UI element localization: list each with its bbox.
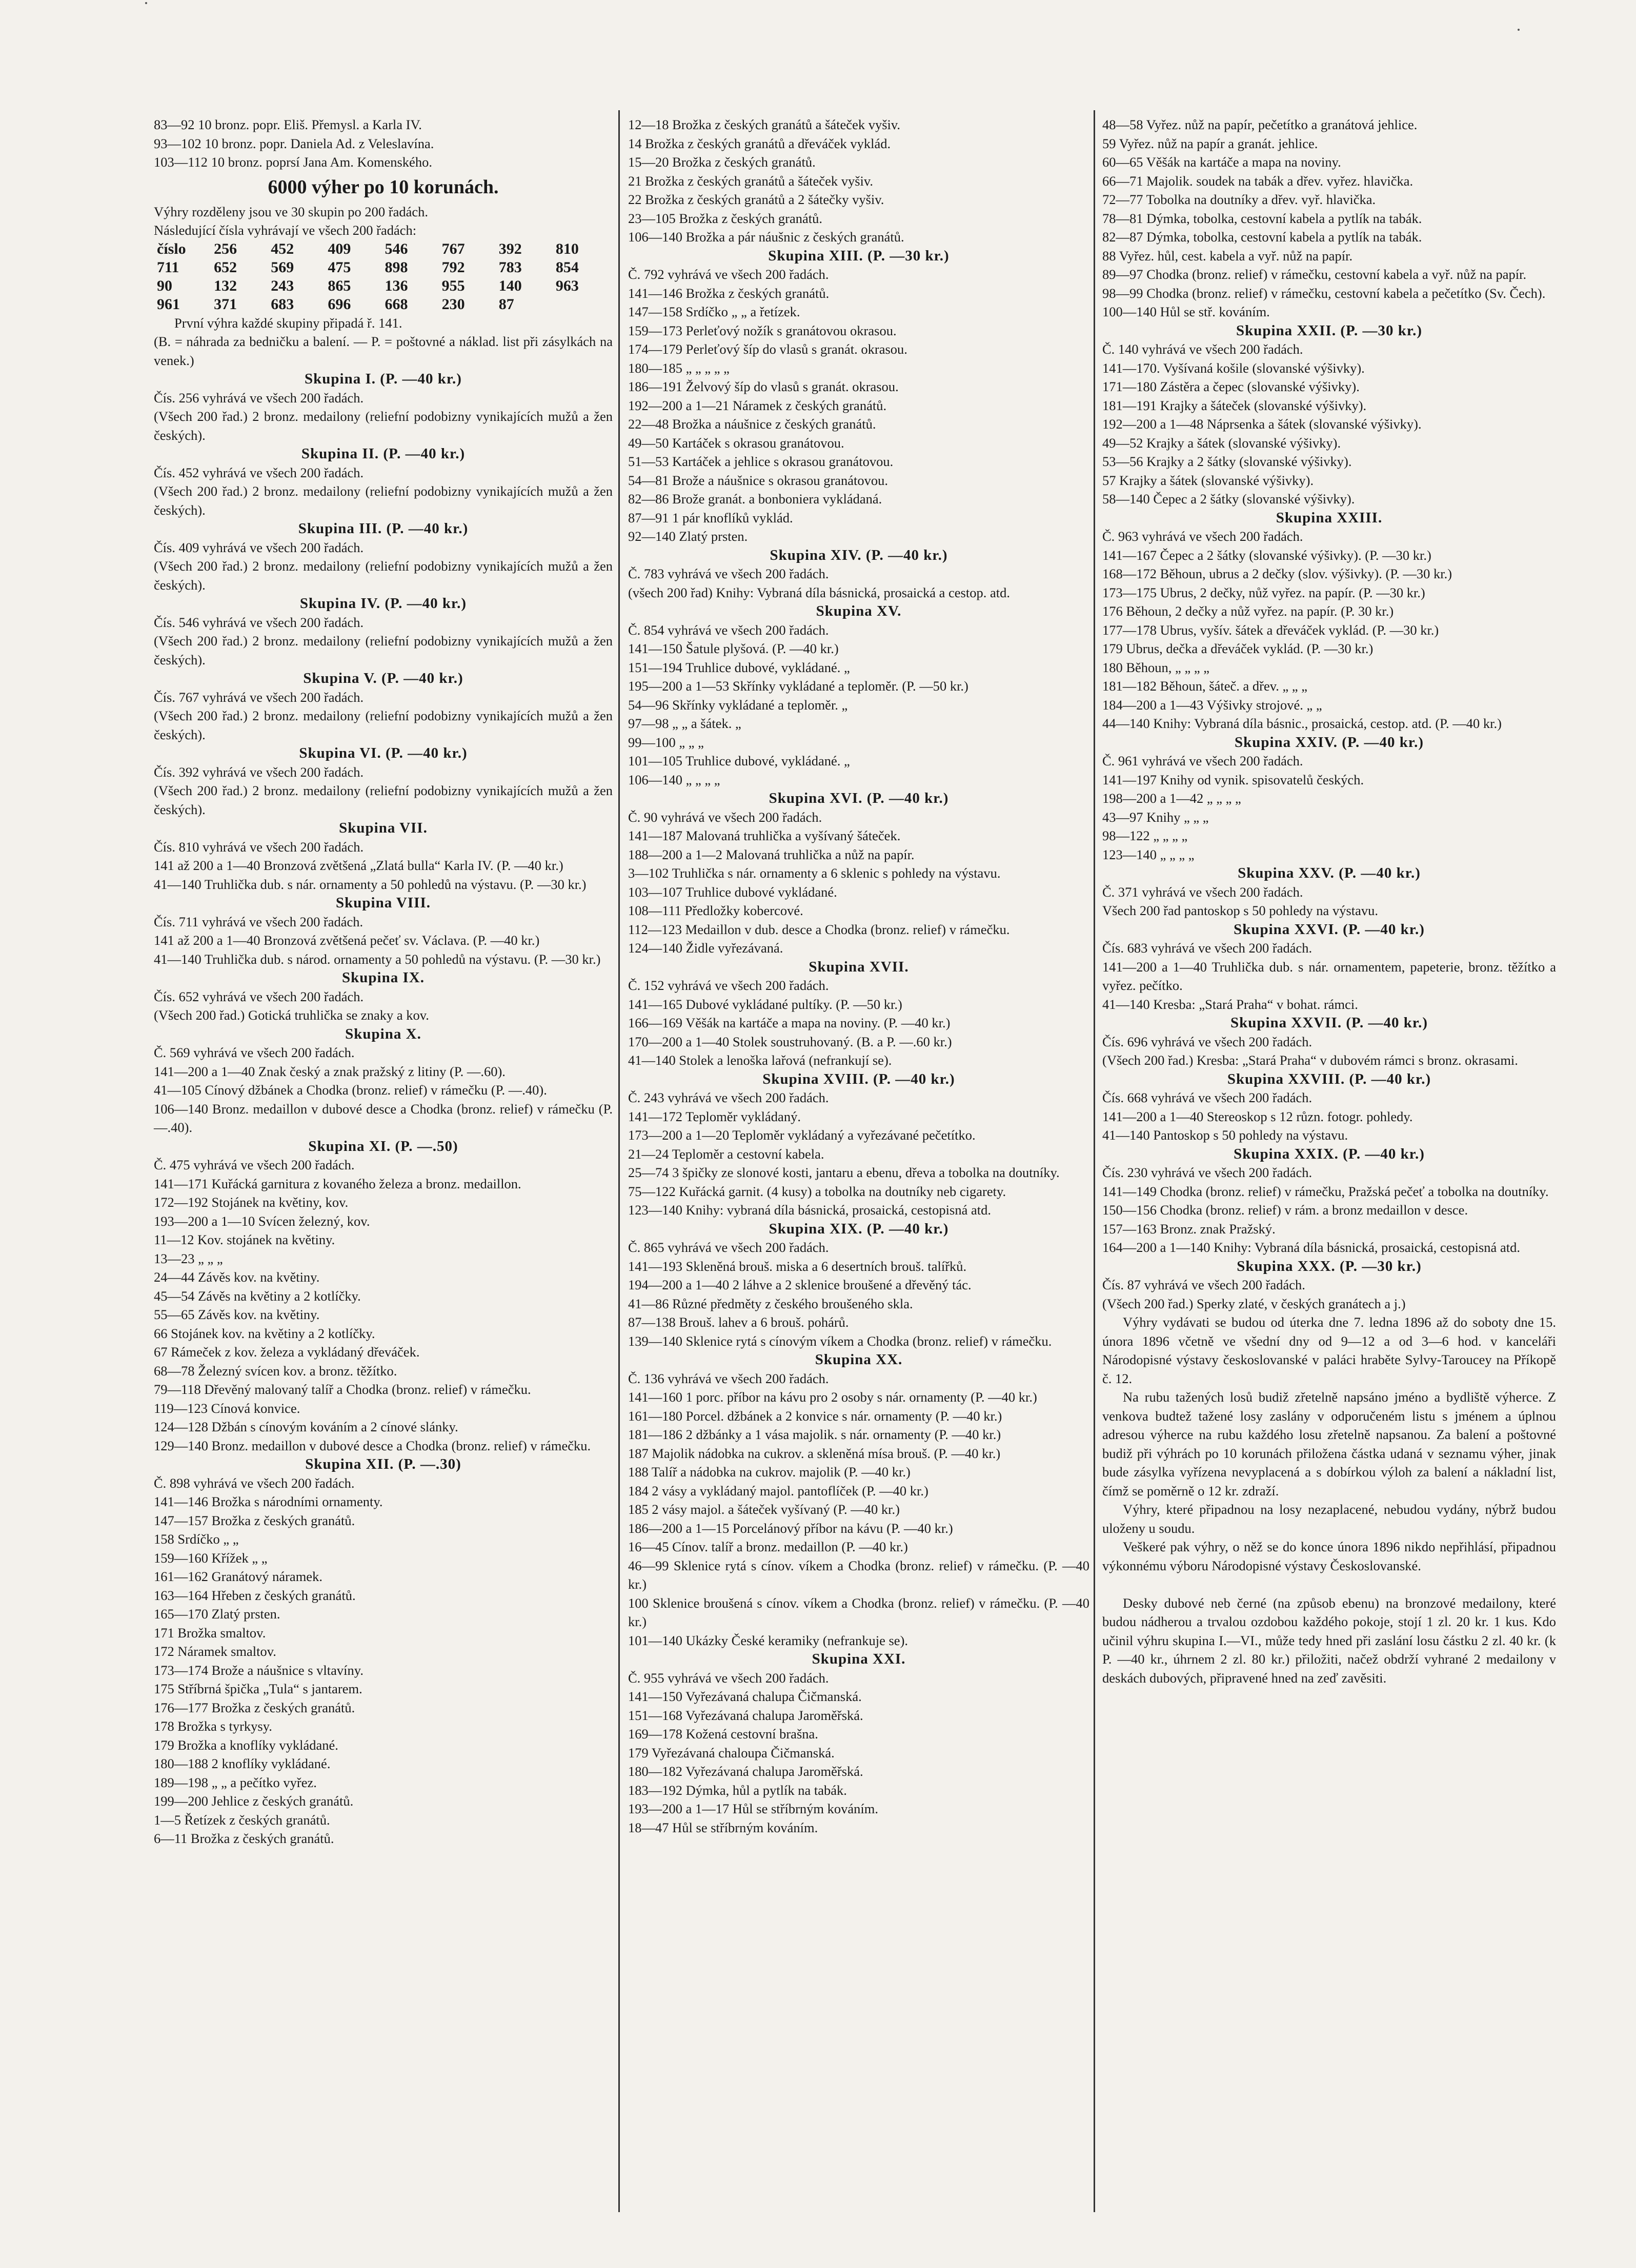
prize-entry: Následující čísla vyhrávají ve všech 200 řadách:	[154, 222, 417, 238]
prize-entry: 141—200 a 1—40 Stereoskop s 12 různ. fotogr. pohledy.	[1102, 1108, 1413, 1124]
prize-entry: 14 Brožka z českých granátů a dřeváček vyklád.	[628, 135, 891, 151]
notice-paragraph: Na rubu tažených losů budiž zřetelně napsáno jméno a bydliště výherce. Z venkova budtež tažené losy zaslány v odporučeném listu s jménem a úplnou adresou výherce na rubu každého losu zřetelně napsanou. Za balení a poštovné budiž při výhrách po 10 korunách přiložena částka udaná v seznamu výher, jinak bude zásylka vyřízena nevyplacená a s dobírkou výloh za balení a nákladní list, čímž se poměrně o 12 kr. zdraží.	[1102, 1389, 1560, 1498]
prize-entry: 53—56 Krajky a 2 šátky (slovanské výšivky).	[1102, 454, 1352, 469]
winning-number-cell: 256	[214, 240, 237, 257]
prize-entry: 101—105 Truhlice dubové, vykládané. „	[628, 753, 850, 768]
winning-number-cell: 961	[157, 295, 180, 313]
winning-number-cell: 854	[555, 258, 579, 276]
prize-entry: 141—160 1 porc. příbor na kávu pro 2 osoby s nár. ornamenty (P. —40 kr.)	[628, 1389, 1037, 1405]
group-heading: Skupina IV. (P. —40 kr.)	[299, 595, 467, 612]
prize-entry: 163—164 Hřeben z českých granátů.	[154, 1587, 356, 1603]
prize-entry: Čís. 452 vyhrává ve všech 200 řadách.	[154, 464, 364, 480]
prize-entry: Č. 243 vyhrává ve všech 200 řadách.	[628, 1090, 829, 1105]
winning-number-cell: 136	[385, 277, 408, 294]
prize-entry: 24—44 Závěs kov. na květiny.	[154, 1269, 320, 1285]
prize-entry: 183—192 Dýmka, hůl a pytlík na tabák.	[628, 1782, 847, 1798]
prize-entry: 171 Brožka smaltov.	[154, 1625, 266, 1641]
winning-number-cell: 452	[271, 240, 294, 257]
group-heading: Skupina II. (P. —40 kr.)	[301, 445, 466, 462]
prize-entry: 141—146 Brožka z českých granátů.	[628, 285, 830, 301]
prize-entry: 55—65 Závěs kov. na květiny.	[154, 1307, 320, 1322]
prize-entry: 106—140 „ „ „ „	[628, 772, 720, 787]
prize-entry: 175 Stříbrná špička „Tula“ s jantarem.	[154, 1681, 362, 1696]
prize-entry: 124—128 Džbán s cínovým kováním a 2 cínové slánky.	[154, 1419, 458, 1434]
prize-entry: 23—105 Brožka z českých granátů.	[628, 210, 822, 226]
column-rule-left	[618, 110, 620, 2212]
prize-entry: 170—200 a 1—40 Stolek soustruhovaný. (B. a P. —.60 kr.)	[628, 1034, 952, 1049]
group-heading: Skupina XXVI. (P. —40 kr.)	[1234, 921, 1425, 938]
prize-entry: 79—118 Dřevěný malovaný talíř a Chodka (bronz. relief) v rámečku.	[154, 1382, 531, 1397]
winning-number-cell: 87	[498, 295, 514, 313]
prize-entry: 83—92 10 bronz. popr. Eliš. Přemysl. a Karla IV.	[154, 117, 422, 132]
group-heading: Skupina XXVIII. (P. —40 kr.)	[1227, 1070, 1431, 1087]
print-mark	[1518, 29, 1520, 31]
prize-entry: 75—122 Kuřácká garnit. (4 kusy) a tobolka na doutníky neb cigarety.	[628, 1183, 1006, 1199]
prize-entry: 44—140 Knihy: Vybraná díla básnic., prosaická, cestop. atd. (P. —40 kr.)	[1102, 716, 1502, 731]
prize-entry: 16—45 Cínov. talíř a bronz. medaillon (P. —40 kr.)	[628, 1539, 908, 1554]
winning-number-cell: 783	[498, 258, 522, 276]
prize-entry: Čís. 230 vyhrává ve všech 200 řadách.	[1102, 1165, 1312, 1180]
prize-entry: 141—200 a 1—40 Truhlička dub. s nár. ornamentem, papeterie, bronz. těžítko a vyřez. pečítko.	[1102, 959, 1560, 993]
prize-entry: (Všech 200 řad.) Kresba: „Stará Praha“ v dubovém rámci s bronz. okrasami.	[1102, 1052, 1518, 1068]
prize-entry: 157—163 Bronz. znak Pražský.	[1102, 1221, 1276, 1237]
prize-entry: (B. = náhrada za bedničku a balení. — P. = poštovné a náklad. list při zásylkách na venek.)	[154, 334, 616, 368]
winning-number-cell: 475	[328, 258, 351, 276]
column-2	[628, 115, 1093, 1837]
prize-entry: 192—200 a 1—21 Náramek z českých granátů.	[628, 397, 887, 413]
prize-entry: Čís. 810 vyhrává ve všech 200 řadách.	[154, 839, 364, 855]
prize-entry: 103—107 Truhlice dubové vykládané.	[628, 884, 837, 900]
prize-entry: Čís. 256 vyhrává ve všech 200 řadách.	[154, 390, 364, 406]
group-heading: Skupina V. (P. —40 kr.)	[303, 670, 463, 686]
prize-entry: 21—24 Teploměr a cestovní kabela.	[628, 1146, 824, 1162]
winning-number-cell: 711	[157, 258, 179, 276]
prize-entry: 92—140 Zlatý prsten.	[628, 529, 748, 544]
winning-number-cell: 898	[385, 258, 408, 276]
prize-entry: 141—170. Vyšívaná košile (slovanské výšivky).	[1102, 360, 1365, 376]
group-heading: Skupina X.	[345, 1025, 421, 1042]
prize-entry: 159—173 Perleťový nožík s granátovou okrasou.	[628, 322, 897, 338]
prize-entry: 177—178 Ubrus, vyšív. šátek a dřeváček vyklád. (P. —30 kr.)	[1102, 622, 1439, 638]
prize-entry: 181—191 Krajky a šáteček (slovanské výšivky).	[1102, 397, 1367, 413]
prize-entry: 184 2 vásy a vykládaný majol. pantoflíček (P. —40 kr.)	[628, 1483, 928, 1498]
prize-entry: 112—123 Medaillon v dub. desce a Chodka (bronz. relief) v rámečku.	[628, 921, 1010, 937]
prize-entry: 141—187 Malovaná truhlička a vyšívaný šáteček.	[628, 828, 901, 843]
prize-entry: 41—86 Různé předměty z českého broušeného skla.	[628, 1295, 913, 1311]
prize-entry: 161—180 Porcel. džbánek a 2 konvice s nár. ornamenty (P. —40 kr.)	[628, 1408, 1002, 1424]
winning-number-cell: 546	[385, 240, 408, 257]
prize-entry: 129—140 Bronz. medaillon v dubové desce a Chodka (bronz. relief) v rámečku.	[154, 1437, 591, 1453]
prize-entry: 41—140 Pantoskop s 50 pohledy na výstavu.	[1102, 1127, 1348, 1143]
winning-number-cell: 668	[385, 295, 408, 313]
prize-entry: 49—50 Kartáček s okrasou granátovou.	[628, 435, 844, 451]
prize-entry: Všech 200 řad pantoskop s 50 pohledy na výstavu.	[1102, 903, 1379, 918]
prize-entry: 103—112 10 bronz. poprsí Jana Am. Komenského.	[154, 154, 432, 170]
winning-number-cell: 955	[441, 277, 465, 294]
prize-entry: 59 Vyřez. nůž na papír a granát. jehlice.	[1102, 135, 1318, 151]
prize-entry: 41—140 Truhlička dub. s nár. ornamenty a 50 pohledů na výstavu. (P. —30 kr.)	[154, 876, 587, 892]
prize-entry: 151—194 Truhlice dubové, vykládané. „	[628, 659, 850, 675]
prize-entry: 12—18 Brožka z českých granátů a šáteček vyšiv.	[628, 117, 901, 132]
prize-entry: 188 Talíř a nádobka na cukrov. majolik (P. —40 kr.)	[628, 1464, 911, 1480]
prize-entry: 151—168 Vyřezávaná chalupa Jaroměřská.	[628, 1707, 863, 1723]
group-heading: Skupina XX.	[815, 1351, 903, 1368]
prize-entry: 93—102 10 bronz. popr. Daniela Ad. z Veleslavína.	[154, 135, 434, 151]
prize-entry: 98—99 Chodka (bronz. relief) v rámečku, cestovní kabela a pečetítko (Sv. Čech).	[1102, 285, 1546, 301]
prize-entry: 174—179 Perleťový šíp do vlasů s granát. okrasou.	[628, 341, 907, 357]
group-heading: Skupina VIII.	[336, 895, 431, 911]
prize-entry: 82—87 Dýmka, tobolka, cestovní kabela a pytlík na tabák.	[1102, 229, 1422, 245]
prize-entry: Čís. 767 vyhrává ve všech 200 řadách.	[154, 689, 364, 705]
prize-entry: 184—200 a 1—43 Výšivky strojové. „ „	[1102, 697, 1322, 713]
prize-entry: 141—171 Kuřácká garnitura z kovaného železa a bronz. medaillon.	[154, 1176, 521, 1191]
prize-entry: (Všech 200 řad.) 2 bronz. medailony (reliefní podobizny vynikajících mužů a žen českých).	[154, 409, 616, 443]
group-heading: Skupina XIV. (P. —40 kr.)	[770, 546, 948, 563]
group-heading: Skupina XIII. (P. —30 kr.)	[768, 247, 950, 264]
prize-entry: (Všech 200 řad.) Gotická truhlička se znaky a kov.	[154, 1007, 429, 1023]
winning-number-cell: 140	[498, 277, 522, 294]
prize-entry: 141—146 Brožka s národními ornamenty.	[154, 1494, 383, 1509]
prize-entry: 176—177 Brožka z českých granátů.	[154, 1699, 355, 1715]
group-heading: Skupina XXI.	[812, 1651, 906, 1667]
prize-entry: 168—172 Běhoun, ubrus a 2 dečky (slov. výšivky). (P. —30 kr.)	[1102, 566, 1452, 581]
prize-entry: 166—169 Věšák na kartáče a mapa na noviny. (P. —40 kr.)	[628, 1015, 951, 1030]
notice-paragraph: Veškeré pak výhry, o něž se do konce února 1896 nikdo nepřihlásí, připadnou výkonnému výboru Národopisné výstavy Českoslovanské.	[1102, 1539, 1560, 1573]
prize-entry: 51—53 Kartáček a jehlice s okrasou granátovou.	[628, 454, 894, 469]
winning-number-cell: 409	[328, 240, 351, 257]
prize-entry: 195—200 a 1—53 Skřínky vykládané a teploměr. (P. —50 kr.)	[628, 678, 968, 694]
prize-entry: 45—54 Závěs na květiny a 2 kotlíčky.	[154, 1288, 361, 1304]
notice-paragraph: První výhra každé skupiny připadá ř. 141.	[174, 315, 402, 331]
winning-number-cell: 683	[271, 295, 294, 313]
prize-entry	[1102, 1575, 1556, 1594]
column-3	[1102, 115, 1560, 1687]
group-heading: Skupina XXIV. (P. —40 kr.)	[1234, 734, 1424, 751]
prize-entry: 193—200 a 1—10 Svícen železný, kov.	[154, 1213, 370, 1229]
prize-entry: 88 Vyřez. hůl, cest. kabela a vyř. nůž na papír.	[1102, 248, 1353, 264]
prize-entry: 119—123 Cínová konvice.	[154, 1400, 300, 1416]
prize-entry: 15—20 Brožka z českých granátů.	[628, 154, 816, 170]
prize-entry: 181—186 2 džbánky a 1 vása majolik. s nár. ornamenty (P. —40 kr.)	[628, 1427, 1001, 1442]
prize-entry: 124—140 Židle vyřezávaná.	[628, 940, 783, 956]
winning-number-cell: 767	[441, 240, 465, 257]
prize-entry: Č. 865 vyhrává ve všech 200 řadách.	[628, 1240, 829, 1255]
group-heading: Skupina XVI. (P. —40 kr.)	[769, 790, 949, 806]
prize-entry: 185 2 vásy majol. a šáteček vyšívaný (P. —40 kr.)	[628, 1502, 900, 1517]
prize-entry: Čís. 409 vyhrává ve všech 200 řadách.	[154, 539, 364, 555]
notice-paragraph: Výhry, které připadnou na losy nezaplacené, nebudou vydány, nýbrž budou uloženy u soudu.	[1102, 1502, 1560, 1536]
notice-paragraph: Výhry vydávati se budou od úterka dne 7. ledna 1896 až do soboty dne 15. února 1896 včetně ve všední dny od 9—12 a od 3—6 hod. v kanceláři Národopisné výstavy českoslovanské v paláci hraběte Sylvy-Taroucey na Příkopě č. 12.	[1102, 1314, 1560, 1386]
prize-entry: 180—185 „ „ „ „ „	[628, 360, 730, 376]
group-heading: Skupina III. (P. —40 kr.)	[298, 520, 469, 537]
prize-entry: Č. 475 vyhrává ve všech 200 řadách.	[154, 1157, 355, 1172]
group-heading: Skupina I. (P. —40 kr.)	[305, 371, 462, 387]
prize-entry: Výhry rozděleny jsou ve 30 skupin po 200 řadách.	[154, 204, 429, 219]
prize-entry: 54—81 Brože a náušnice s okrasou granátovou.	[628, 472, 888, 488]
prize-entry: 172—192 Stojánek na květiny, kov.	[154, 1194, 349, 1210]
prize-entry: 1—5 Řetízek z českých granátů.	[154, 1812, 330, 1828]
prize-entry: Čís. 711 vyhrává ve všech 200 řadách.	[154, 914, 363, 929]
winning-number-cell: 392	[498, 240, 522, 257]
winning-numbers-table	[154, 240, 613, 314]
prize-entry: 106—140 Bronz. medaillon v dubové desce a Chodka (bronz. relief) v rámečku (P. —.40).	[154, 1101, 616, 1135]
prize-entry: 158 Srdíčko „ „	[154, 1531, 239, 1547]
prize-entry: Čís. 683 vyhrává ve všech 200 řadách.	[1102, 940, 1312, 956]
prize-entry: 67 Rámeček z kov. železa a vykládaný dřeváček.	[154, 1344, 420, 1360]
prize-entry: Č. 898 vyhrává ve všech 200 řadách.	[154, 1475, 355, 1491]
prize-entry: (Všech 200 řad.) Sperky zlaté, v českých granátech a j.)	[1102, 1295, 1406, 1311]
winning-number-cell: 792	[441, 258, 465, 276]
prize-entry: 41—140 Kresba: „Stará Praha“ v bohat. rámci.	[1102, 996, 1358, 1012]
prize-entry: 68—78 Železný svícen kov. a bronz. těžítko.	[154, 1363, 397, 1379]
prize-entry: 13—23 „ „ „	[154, 1250, 223, 1266]
prize-entry: 179 Ubrus, dečka a dřeváček vyklád. (P. —30 kr.)	[1102, 641, 1374, 656]
prize-entry: 66 Stojánek kov. na květiny a 2 kotlíčky.	[154, 1325, 375, 1341]
prize-entry: 187 Majolik nádobka na cukrov. a skleněná mísa brouš. (P. —40 kr.)	[628, 1445, 1001, 1461]
prize-entry: 72—77 Tobolka na doutníky a dřev. vyř. hlavička.	[1102, 192, 1376, 207]
winning-number-cell: 90	[157, 277, 172, 294]
prize-entry: Čís. 546 vyhrává ve všech 200 řadách.	[154, 614, 364, 630]
prize-entry: 123—140 „ „ „ „	[1102, 846, 1195, 862]
group-heading: Skupina XXVII. (P. —40 kr.)	[1230, 1015, 1428, 1031]
winning-number-cell	[556, 295, 613, 314]
prize-entry: 172 Náramek smaltov.	[154, 1644, 276, 1659]
prize-entry: 21 Brožka z českých granátů a šáteček vyšiv.	[628, 173, 874, 189]
prize-entry: 89—97 Chodka (bronz. relief) v rámečku, cestovní kabela a vyř. nůž na papír.	[1102, 267, 1527, 282]
notice-paragraph: Desky dubové neb černé (na způsob ebenu) na bronzové medailony, které budou nádherou a trvalou ozdobou každého pokoje, stojí 1 zl. 20 kr. 1 kus. Kdo učinil výhru skupina I.—VI., může tedy hned při zaslání losu částku 2 zl. 40 kr. (k P. —40 kr., úhrnem 2 zl. 80 kr.) přiložiti, načež obdrží vyhrané 2 medailony v deskách dubových, připravené hned na zeď zavěsiti.	[1102, 1595, 1560, 1686]
prize-entry: 66—71 Majolik. soudek na tabák a dřev. vyřez. hlavička.	[1102, 173, 1413, 189]
prize-entry: 188—200 a 1—2 Malovaná truhlička a nůž na papír.	[628, 846, 915, 862]
prize-entry: 189—198 „ „ a pečítko vyřez.	[154, 1774, 317, 1790]
prize-entry: 141—197 Knihy od vynik. spisovatelů českých.	[1102, 772, 1364, 787]
prize-entry: Č. 783 vyhrává ve všech 200 řadách.	[628, 566, 829, 581]
prize-entry: 169—178 Kožená cestovní brašna.	[628, 1726, 818, 1741]
prize-entry: 139—140 Sklenice rytá s cínovým víkem a Chodka (bronz. relief) v rámečku.	[628, 1333, 1052, 1349]
prize-entry: Č. 961 vyhrává ve všech 200 řadách.	[1102, 753, 1303, 768]
prize-entry: 141—150 Vyřezávaná chalupa Čičmanská.	[628, 1689, 862, 1704]
prize-entry: 179 Vyřezávaná chaloupa Čičmanská.	[628, 1745, 835, 1760]
prize-entry: 99—100 „ „ „	[628, 734, 704, 750]
group-heading: Skupina XXX. (P. —30 kr.)	[1237, 1258, 1422, 1274]
prize-entry: 141 až 200 a 1—40 Bronzová zvětšená pečeť sv. Václava. (P. —40 kr.)	[154, 933, 540, 948]
column-rule-right	[1094, 110, 1095, 2212]
prize-entry: 48—58 Vyřez. nůž na papír, pečetítko a granátová jehlice.	[1102, 117, 1418, 132]
prize-entry: 41—105 Cínový džbánek a Chodka (bronz. relief) v rámečku (P. —.40).	[154, 1082, 547, 1098]
prize-entry: 176 Běhoun, 2 dečky a nůž vyřez. na papír. (P. 30 kr.)	[1102, 603, 1394, 619]
prize-entry: (Všech 200 řad.) 2 bronz. medailony (reliefní podobizny vynikajících mužů a žen českých).	[154, 708, 616, 742]
prize-entry: Č. 136 vyhrává ve všech 200 řadách.	[628, 1370, 829, 1386]
prize-entry: Č. 90 vyhrává ve všech 200 řadách.	[628, 809, 822, 825]
prize-entry: Čís. 392 vyhrává ve všech 200 řadách.	[154, 764, 364, 780]
prize-entry: 54—96 Skřínky vykládané a teploměr. „	[628, 697, 848, 713]
prize-entry: 141—193 Skleněná brouš. miska a 6 desertních brouš. talířků.	[628, 1258, 967, 1274]
prize-entry: 106—140 Brožka a pár náušnic z českých granátů.	[628, 229, 904, 245]
print-mark	[145, 2, 147, 4]
group-heading: Skupina XV.	[816, 603, 902, 619]
group-heading: Skupina XVIII. (P. —40 kr.)	[762, 1070, 955, 1087]
prize-entry: Č. 371 vyhrává ve všech 200 řadách.	[1102, 884, 1303, 900]
winning-number-cell: 696	[328, 295, 351, 313]
prize-entry: Čís. 652 vyhrává ve všech 200 řadách.	[154, 988, 364, 1004]
prize-entry: 46—99 Sklenice rytá s cínov. víkem a Chodka (bronz. relief) v rámečku. (P. —40 kr.)	[628, 1557, 1093, 1592]
prize-entry: 194—200 a 1—40 2 láhve a 2 sklenice broušené a dřevěný tác.	[628, 1277, 972, 1292]
prize-entry: 141—200 a 1—40 Znak český a znak pražský z litiny (P. —.60).	[154, 1063, 506, 1079]
prize-entry: 49—52 Krajky a šátek (slovanské výšivky).	[1102, 435, 1341, 451]
prize-entry: 180 Běhoun, „ „ „ „	[1102, 659, 1209, 675]
prize-entry: 159—160 Křížek „ „	[154, 1550, 268, 1566]
group-heading: Skupina VI. (P. —40 kr.)	[299, 745, 468, 761]
prize-entry: (Všech 200 řad.) 2 bronz. medailony (reliefní podobizny vynikajících mužů a žen českých).	[154, 558, 616, 593]
prize-entry: Č. 955 vyhrává ve všech 200 řadách.	[628, 1670, 829, 1686]
winning-number-cell: 569	[271, 258, 294, 276]
prize-entry: 78—81 Dýmka, tobolka, cestovní kabela a pytlík na tabák.	[1102, 210, 1422, 226]
winning-number-cell: 132	[214, 277, 237, 294]
prize-entry: 141—149 Chodka (bronz. relief) v rámečku, Pražská pečeť a tobolka na doutníky.	[1102, 1183, 1549, 1199]
column-1	[154, 115, 616, 1848]
prize-entry: 180—188 2 knoflíky vykládané.	[154, 1756, 331, 1771]
prize-entry: 141—167 Čepec a 2 šátky (slovanské výšivky). (P. —30 kr.)	[1102, 547, 1431, 563]
winning-number-cell: 230	[441, 295, 465, 313]
prize-entry: (Všech 200 řad.) 2 bronz. medailony (reliefní podobizny vynikajících mužů a žen českých).	[154, 633, 616, 667]
prize-entry: 60—65 Věšák na kartáče a mapa na noviny.	[1102, 154, 1341, 170]
prize-entry: 11—12 Kov. stojánek na květiny.	[154, 1232, 335, 1247]
prize-entry: 199—200 Jehlice z českých granátů.	[154, 1793, 354, 1809]
prize-entry: Č. 152 vyhrává ve všech 200 řadách.	[628, 978, 829, 993]
prize-entry: 57 Krajky a šátek (slovanské výšivky).	[1102, 472, 1314, 488]
prize-entry: 100 Sklenice broušená s cínov. víkem a Chodka (bronz. relief) v rámečku. (P. —40 kr.)	[628, 1595, 1093, 1629]
group-heading: Skupina XVII.	[809, 958, 909, 975]
prize-entry: 141 až 200 a 1—40 Bronzová zvětšená „Zlatá bulla“ Karla IV. (P. —40 kr.)	[154, 858, 563, 873]
prize-entry: 161—162 Granátový náramek.	[154, 1569, 322, 1584]
prize-entry: 147—158 Srdíčko „ „ a řetízek.	[628, 304, 800, 319]
prize-entry: 100—140 Hůl se stř. kováním.	[1102, 304, 1270, 319]
prize-entry: 173—174 Brože a náušnice s vltavíny.	[154, 1662, 363, 1678]
prize-entry: Č. 140 vyhrává ve všech 200 řadách.	[1102, 341, 1303, 357]
prize-entry: (Všech 200 řad.) 2 bronz. medailony (reliefní podobizny vynikajících mužů a žen českých).	[154, 483, 616, 518]
prize-entry: 22 Brožka z českých granátů a 2 šátečky vyšiv.	[628, 192, 884, 207]
prize-entry: 101—140 Ukázky České keramiky (nefrankuje se).	[628, 1632, 908, 1648]
winning-number-cell: číslo	[157, 240, 186, 257]
prize-entry: 123—140 Knihy: vybraná díla básnická, prosaická, cestopisná atd.	[628, 1202, 991, 1218]
group-heading: Skupina VII.	[339, 820, 428, 836]
group-heading: Skupina XXV. (P. —40 kr.)	[1238, 865, 1421, 881]
prize-entry: Č. 792 vyhrává ve všech 200 řadách.	[628, 267, 829, 282]
prize-entry: 108—111 Předložky kobercové.	[628, 903, 803, 918]
prize-entry: 150—156 Chodka (bronz. relief) v rám. a bronz medaillon v desce.	[1102, 1202, 1468, 1218]
prize-entry: (všech 200 řad) Knihy: Vybraná díla básnická, prosaická a cestop. atd.	[628, 584, 1010, 600]
winning-number-cell: 652	[214, 258, 237, 276]
prize-entry: 22—48 Brožka a náušnice z českých granátů.	[628, 416, 876, 432]
prize-entry: 58—140 Čepec a 2 šátky (slovanské výšivky).	[1102, 491, 1355, 507]
prize-entry: (Všech 200 řad.) 2 bronz. medailony (reliefní podobizny vynikajících mužů a žen českých).	[154, 783, 616, 817]
winning-number-cell: 243	[271, 277, 294, 294]
prize-entry: 141—150 Šatule plyšová. (P. —40 kr.)	[628, 641, 839, 656]
winning-number-cell: 810	[555, 240, 579, 257]
winning-number-cell: 865	[328, 277, 351, 294]
prize-entry: 82—86 Brože granát. a bonboniera vykládaná.	[628, 491, 882, 507]
prize-entry: Č. 569 vyhrává ve všech 200 řadách.	[154, 1045, 355, 1060]
prize-entry: Čís. 668 vyhrává ve všech 200 řadách.	[1102, 1090, 1312, 1105]
prize-entry: 193—200 a 1—17 Hůl se stříbrným kováním.	[628, 1801, 878, 1816]
prize-entry: 41—140 Stolek a lenoška lařová (nefrankují se).	[628, 1052, 892, 1068]
prize-entry: 186—200 a 1—15 Porcelánový příbor na kávu (P. —40 kr.)	[628, 1520, 953, 1536]
winning-number-cell: 371	[214, 295, 237, 313]
prize-entry: 18—47 Hůl se stříbrným kováním.	[628, 1819, 818, 1835]
prize-entry: 97—98 „ „ a šátek. „	[628, 716, 741, 731]
prize-entry: 198—200 a 1—42 „ „ „ „	[1102, 791, 1241, 806]
prize-entry: 180—182 Vyřezávaná chalupa Jaroměřská.	[628, 1764, 863, 1779]
section-title: 6000 výher po 10 korunách.	[268, 176, 499, 198]
prize-entry: 87—91 1 pár knoflíků vyklád.	[628, 510, 793, 525]
group-heading: Skupina XXII. (P. —30 kr.)	[1236, 322, 1423, 339]
group-heading: Skupina XXIX. (P. —40 kr.)	[1234, 1145, 1425, 1162]
prize-entry: 3—102 Truhlička s nár. ornamenty a 6 sklenic s pohledy na výstavu.	[628, 865, 1001, 881]
prize-entry: 179 Brožka a knoflíky vykládané.	[154, 1737, 338, 1753]
prize-entry: 165—170 Zlatý prsten.	[154, 1606, 280, 1622]
prize-entry: 25—74 3 špičky ze slonové kosti, jantaru a ebenu, dřeva a tobolka na doutníky.	[628, 1165, 1060, 1180]
prize-entry: 98—122 „ „ „ „	[1102, 828, 1188, 843]
winning-number-cell: 963	[555, 277, 579, 294]
prize-entry: 6—11 Brožka z českých granátů.	[154, 1831, 334, 1846]
group-heading: Skupina XII. (P. —.30)	[305, 1456, 461, 1472]
group-heading: Skupina XI. (P. —.50)	[308, 1138, 458, 1155]
prize-entry: 178 Brožka s tyrkysy.	[154, 1718, 272, 1734]
prize-entry: 43—97 Knihy „ „ „	[1102, 809, 1209, 825]
group-heading: Skupina XXIII.	[1276, 509, 1383, 526]
group-heading: Skupina XIX. (P. —40 kr.)	[769, 1220, 949, 1237]
prize-entry: Č. 963 vyhrává ve všech 200 řadách.	[1102, 529, 1303, 544]
prize-entry: 173—200 a 1—20 Teploměr vykládaný a vyřezávané pečetítko.	[628, 1127, 976, 1143]
prize-entry: 173—175 Ubrus, 2 dečky, nůž vyřez. na papír. (P. —30 kr.)	[1102, 584, 1425, 600]
prize-entry: 87—138 Brouš. lahev a 6 brouš. pohárů.	[628, 1314, 849, 1330]
prize-entry: 181—182 Běhoun, šáteč. a dřev. „ „ „	[1102, 678, 1308, 694]
prize-entry: Čís. 87 vyhrává ve všech 200 řadách.	[1102, 1277, 1305, 1292]
prize-entry: 164—200 a 1—140 Knihy: Vybraná díla básnická, prosaická, cestopisná atd.	[1102, 1240, 1520, 1255]
prize-entry: 186—191 Želvový šíp do vlasů s granát. okrasou.	[628, 379, 899, 394]
prize-entry: 141—165 Dubové vykládané pultíky. (P. —50 kr.)	[628, 996, 902, 1012]
prize-entry: 41—140 Truhlička dub. s národ. ornamenty a 50 pohledů na výstavu. (P. —30 kr.)	[154, 951, 601, 967]
group-heading: Skupina IX.	[342, 969, 425, 986]
prize-entry: 192—200 a 1—48 Náprsenka a šátek (slovanské výšivky).	[1102, 416, 1422, 432]
prize-entry: 141—172 Teploměr vykládaný.	[628, 1108, 801, 1124]
prize-entry: 147—157 Brožka z českých granátů.	[154, 1512, 355, 1528]
prize-entry: 171—180 Zástěra a čepec (slovanské výšivky).	[1102, 379, 1360, 394]
prize-entry: Čís. 696 vyhrává ve všech 200 řadách.	[1102, 1034, 1312, 1049]
prize-entry: Č. 854 vyhrává ve všech 200 řadách.	[628, 622, 829, 638]
